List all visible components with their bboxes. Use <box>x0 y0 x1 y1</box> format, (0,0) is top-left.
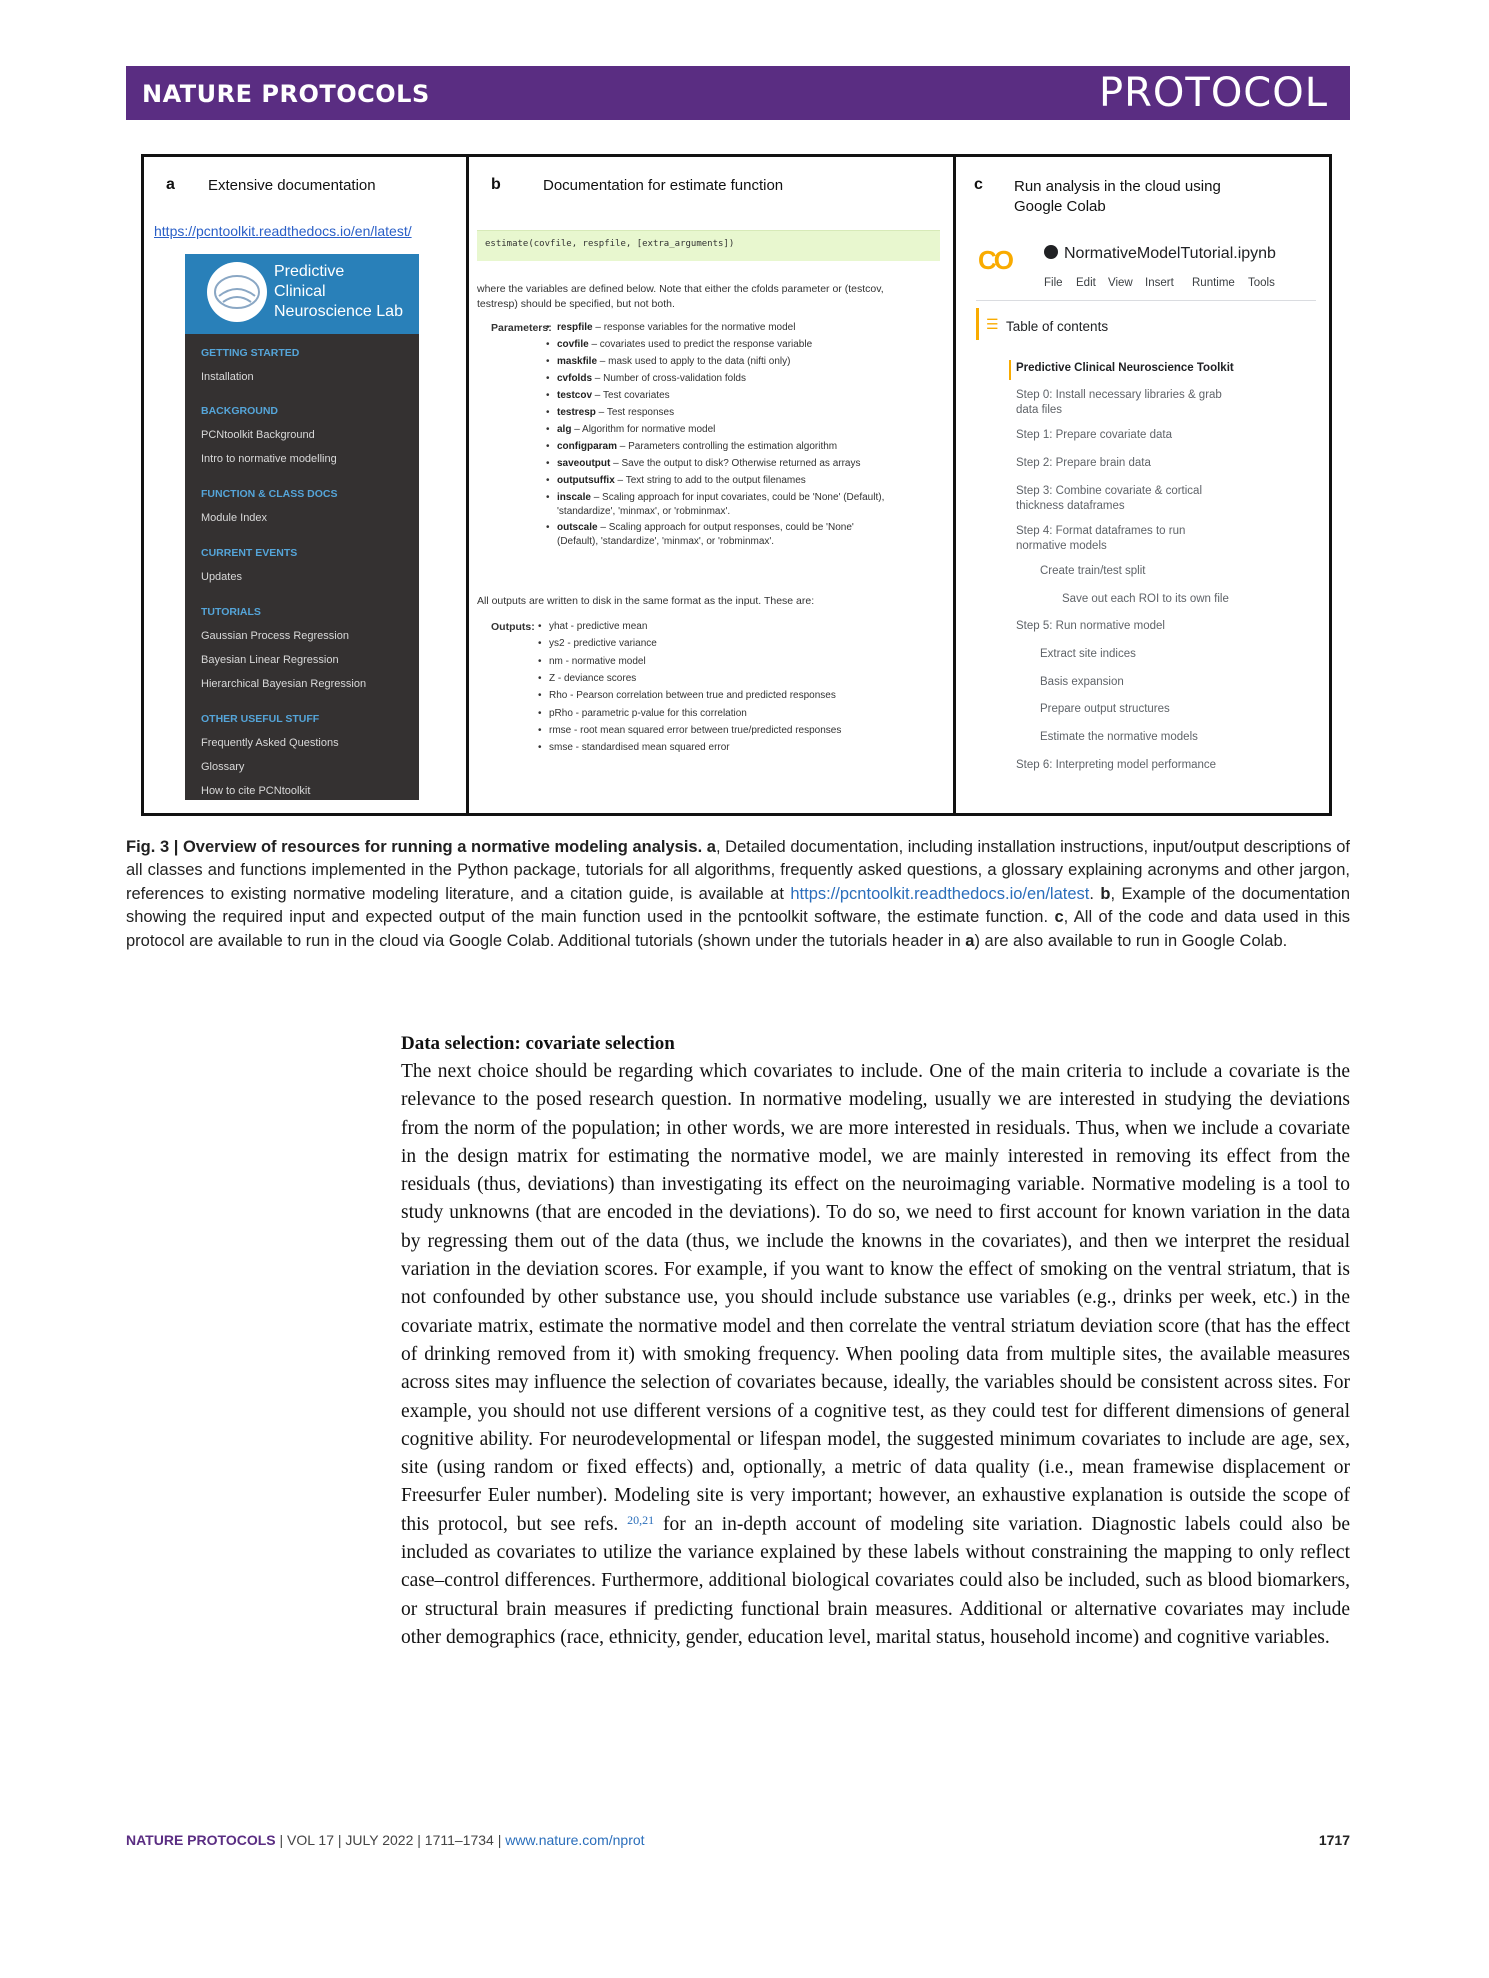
param-item: • configparam – Parameters controlling the estimation algorithm <box>557 440 937 454</box>
output-item: • ys2 - predictive variance <box>549 637 929 651</box>
toc-item[interactable]: Estimate the normative models <box>1040 731 1198 743</box>
panel-a-title: Extensive documentation <box>208 177 376 194</box>
toc-item[interactable]: Step 2: Prepare brain data <box>1016 457 1151 469</box>
body-paragraph: The next choice should be regarding which covariates to include. One of the main criteria to include a covariate is the relevance to the posed research question. In normative modeling, usually we are interested in studying the deviations from the norm of the population; in other words, we are more interested in residuals. Thus, when we include a covariate in the design matrix for estimating the normative model, we are mainly interested in removing its effect from the residuals (thus, deviations) than investigating its effect on the neuroimaging variable. Normative modeling is a tool to study unknowns (that are encoded in the deviations). To do so, we need to first account for known variation in the data by regressing them out of the data (thus, we include the knowns in the covariates), and then we interpret the residual variation in the deviation scores. For example, if you want to know the effect of smoking on the ventral striatum, that is not confounded by other substance use, you should include substance use variables (e.g., drinks per week, etc.) in the covariate matrix, estimate the normative model and then correlate the ventral striatum deviation score (that has the effect of drinking removed from it) with smoking frequency. When pooling data from multiple sites, the available measures across sites may influence the selection of covariates because, ideally, the variables should be consistent across sites. For example, you should not use different versions of a cognitive test, as they could test for different dimensions of general cognitive ability. For neurodevelopmental or lifespan model, the suggested minimum covariates to include are age, sex, site (using random or fixed effects) and, optionally, a metric of data quality (i.e., mean framewise displacement or Freesurfer Euler number). Modeling site is very important; however, an exhaustive explanation is outside the scope of this protocol, but see refs. $^{20,21}$ for an in-depth account of modeling site variation. Diagnostic labels could also be included as covariates to utilize the variance explained by these labels without constraining the mapping to only reflect case–control differences. Furthermore, additional biological covariates could also be included, such as blood biomarkers, or structural brain measures if predicting functional brain measures. Additional or alternative covariates may include other demographics (race, ethnicity, gender, education level, marital status, household income) and cognitive variables. <box>401 1061 1350 1648</box>
section-heading: Data selection: covariate selection <box>401 1033 675 1054</box>
menu-insert[interactable]: Insert <box>1145 277 1174 289</box>
parameters-label: Parameters: <box>491 322 552 334</box>
journal-banner <box>126 66 1350 120</box>
citation-refs[interactable]: 20,21 <box>627 1512 655 1527</box>
menu-runtime[interactable]: Runtime <box>1192 277 1235 289</box>
sidebar-item-gaussian-process[interactable]: Gaussian Process Regression <box>201 630 349 642</box>
panel-a <box>144 157 469 813</box>
output-item: • Z - deviance scores <box>549 672 929 686</box>
param-item: • covfile – covariates used to predict the response variable <box>557 338 937 352</box>
page-footer: NATURE PROTOCOLS | VOL 17 | JULY 2022 | 1711–1734 | www.nature.com/nprot <box>126 1832 645 1848</box>
docs-sidebar <box>185 254 419 800</box>
caption-doc-link[interactable]: https://pcntoolkit.readthedocs.io/en/latest <box>790 884 1090 903</box>
sidebar-caption-tutorials: TUTORIALS <box>201 606 261 618</box>
panel-b-title: Documentation for estimate function <box>543 177 784 194</box>
sidebar-caption-other: OTHER USEFUL STUFF <box>201 713 320 725</box>
param-item: • cvfolds – Number of cross-validation folds <box>557 372 937 386</box>
sidebar-caption-function-docs: FUNCTION & CLASS DOCS <box>201 488 338 500</box>
figure-caption: Fig. 3 | Overview of resources for running a normative modeling analysis. a, Detailed documentation, including installation instructions, input/output descriptions of all classes and functions implemented in the Python package, tutorials for all algorithms, frequently asked questions, a glossary explaining acronyms and other jargon, references to existing normative modeling literature, and a citation guide, is available at https://pcntoolkit.readthedocs.io/en/latest. b, Example of the documentation showing the required input and expected output of the main function used in the pcntoolkit software, the estimate function. c, All of the code and data used in this protocol are available to run in the cloud via Google Colab. Additional tutorials (shown under the tutorials header in a) are also available to run in Google Colab. <box>126 838 1351 950</box>
param-item: • testcov – Test covariates <box>557 389 937 403</box>
outputs-intro: All outputs are written to disk in the same format as the input. These are: <box>477 595 815 607</box>
toc-accent-bar <box>976 308 979 340</box>
toc-title: Table of contents <box>1006 319 1109 334</box>
output-item: • pRho - parametric p-value for this correlation <box>549 707 929 721</box>
toc-item[interactable]: Save out each ROI to its own file <box>1062 593 1229 605</box>
param-item: • respfile – response variables for the normative model <box>557 321 937 335</box>
toc-item[interactable]: Predictive Clinical Neuroscience Toolkit <box>1016 362 1234 374</box>
journal-name: NATURE PROTOCOLS <box>142 80 430 108</box>
sidebar-item-module-index[interactable]: Module Index <box>201 512 268 524</box>
list-icon[interactable]: ☰ <box>986 316 999 332</box>
sidebar-item-intro-normative[interactable]: Intro to normative modelling <box>201 453 337 465</box>
toc-item[interactable]: Extract site indices <box>1040 648 1136 660</box>
sidebar-item-pcntoolkit-background[interactable]: PCNtoolkit Background <box>201 429 315 441</box>
toc-active-indicator <box>1009 360 1011 380</box>
figure-3 <box>141 154 1332 816</box>
code-signature: estimate(covfile, respfile, [extra_arguments]) <box>477 230 940 261</box>
sidebar-item-glossary[interactable]: Glossary <box>201 761 245 773</box>
github-icon <box>1044 245 1058 259</box>
toc-item[interactable]: Step 1: Prepare covariate data <box>1016 429 1172 441</box>
menu-file[interactable]: File <box>1044 277 1063 289</box>
page-number: 1717 <box>1318 1832 1350 1848</box>
output-item: • nm - normative model <box>549 655 929 669</box>
panel-b <box>469 157 956 813</box>
panel-c-title: Run analysis in the cloud using Google Colab <box>1014 178 1221 215</box>
panel-c <box>956 157 1329 813</box>
panel-c-label: c <box>974 176 983 193</box>
sidebar-caption-current-events: CURRENT EVENTS <box>201 547 298 559</box>
panel-a-label: a <box>166 176 175 193</box>
toc-item[interactable]: Basis expansion <box>1040 676 1124 688</box>
documentation-link[interactable]: https://pcntoolkit.readthedocs.io/en/latest/ <box>154 223 412 239</box>
sidebar-item-cite[interactable]: How to cite PCNtoolkit <box>201 785 311 797</box>
colab-logo-icon: CO <box>978 245 1011 275</box>
toc-item[interactable]: Create train/test split <box>1040 565 1146 577</box>
output-item: • smse - standardised mean squared error <box>549 741 929 755</box>
param-intro: where the variables are defined below. Note that either the cfolds parameter or (testcov, testresp) should be specified, but not both. <box>477 283 884 310</box>
sidebar-item-hierarchical-bayesian[interactable]: Hierarchical Bayesian Regression <box>201 678 367 690</box>
param-item: • alg – Algorithm for normative model <box>557 423 937 437</box>
output-item: • yhat - predictive mean <box>549 620 929 634</box>
param-item: • inscale – Scaling approach for input covariates, could be 'None' (Default), 'standardize', 'minmax', or 'robminmax'. <box>557 491 937 518</box>
toc-item[interactable]: Prepare output structures <box>1040 703 1170 715</box>
toc-item[interactable]: Step 4: Format dataframes to run normative models <box>1016 525 1186 552</box>
toc-item[interactable]: Step 6: Interpreting model performance <box>1016 759 1217 771</box>
menu-view[interactable]: View <box>1108 277 1133 289</box>
output-item: • Rho - Pearson correlation between true and predicted responses <box>549 689 929 703</box>
toc-item[interactable]: Step 5: Run normative model <box>1016 620 1165 632</box>
menu-edit[interactable]: Edit <box>1076 277 1096 289</box>
sidebar-caption-background: BACKGROUND <box>201 405 278 417</box>
param-item: • maskfile – mask used to apply to the data (nifti only) <box>557 355 937 369</box>
article-type: PROTOCOL <box>1098 70 1328 116</box>
sidebar-item-faq[interactable]: Frequently Asked Questions <box>201 737 339 749</box>
sidebar-item-updates[interactable]: Updates <box>201 571 242 583</box>
output-item: • rmse - root mean squared error between true/predicted responses <box>549 724 929 738</box>
menu-divider <box>976 300 1316 301</box>
param-item: • saveoutput – Save the output to disk? Otherwise returned as arrays <box>557 457 937 471</box>
sidebar-caption-getting-started: GETTING STARTED <box>201 347 300 359</box>
notebook-title[interactable]: NormativeModelTutorial.ipynb <box>1044 245 1276 263</box>
lab-name: Predictive Clinical Neuroscience Lab <box>274 263 403 320</box>
journal-url[interactable]: www.nature.com/nprot <box>505 1832 645 1848</box>
param-item: • outputsuffix – Text string to add to the output filenames <box>557 474 937 488</box>
param-item: • testresp – Test responses <box>557 406 937 420</box>
sidebar-item-installation[interactable]: Installation <box>201 371 254 383</box>
menu-tools[interactable]: Tools <box>1248 277 1275 289</box>
lab-logo-box <box>185 254 419 334</box>
param-item: • outscale – Scaling approach for output responses, could be 'None' (Default), 'standardize', 'minmax', or 'robminmax'. <box>557 521 937 548</box>
brain-logo-icon <box>207 262 267 322</box>
toc-item[interactable]: Step 3: Combine covariate & cortical thickness dataframes <box>1016 485 1203 512</box>
panel-b-label: b <box>491 176 501 193</box>
outputs-label: Outputs: <box>491 621 535 633</box>
sidebar-item-bayesian-linear[interactable]: Bayesian Linear Regression <box>201 654 339 666</box>
toc-item[interactable]: Step 0: Install necessary libraries & grab data files <box>1016 389 1222 416</box>
